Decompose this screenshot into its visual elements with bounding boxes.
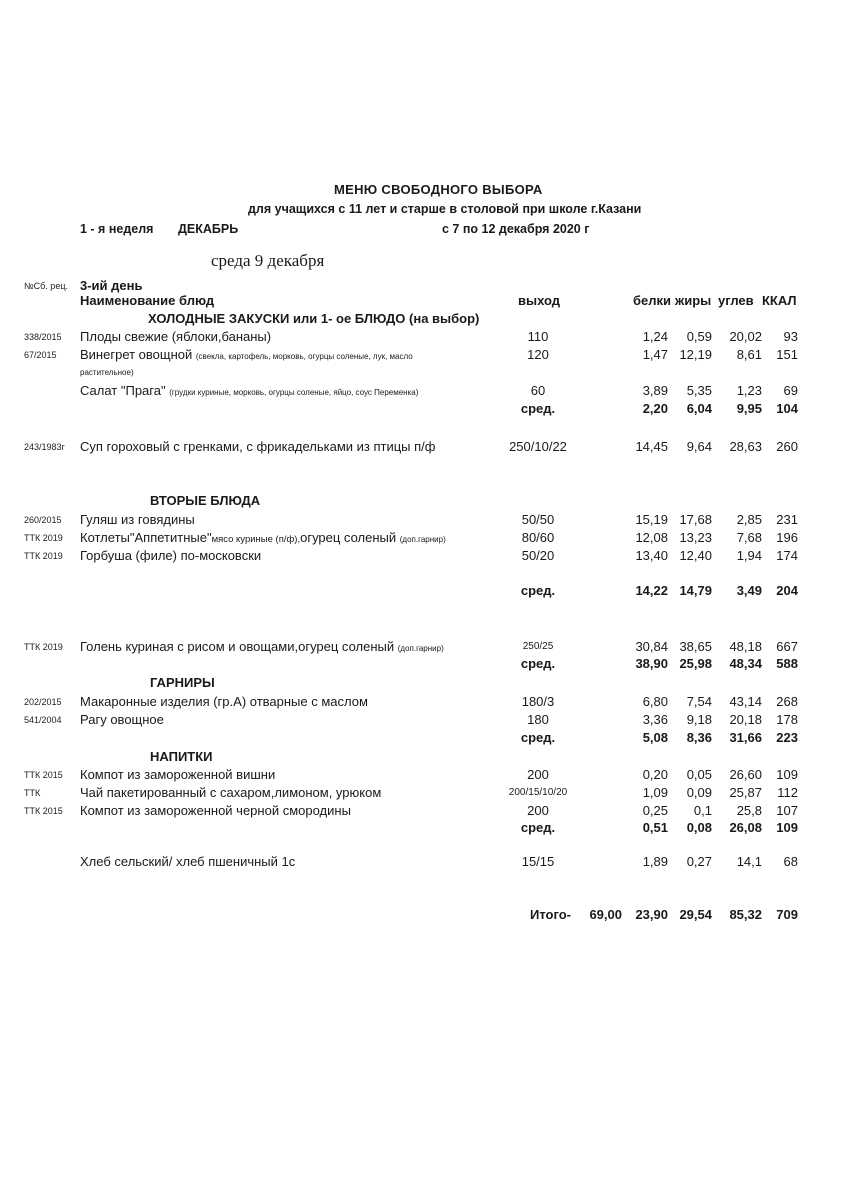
col-protein-header: белки bbox=[633, 293, 672, 308]
average-row bbox=[0, 820, 848, 838]
yield: 200 bbox=[527, 767, 549, 782]
dish-name: Макаронные изделия (гр.А) отварные с маслом bbox=[80, 694, 368, 709]
kcal: 112 bbox=[777, 785, 798, 800]
dish-note: (грудки куриные, морковь, огурцы соленые, яйцо, соус Переменка) bbox=[169, 388, 419, 397]
avg-label: сред. bbox=[520, 820, 556, 835]
carbs: 1,94 bbox=[736, 548, 762, 563]
protein: 30,84 bbox=[635, 639, 668, 654]
dish-name: Компот из замороженной вишни bbox=[80, 767, 276, 782]
fat: 17,68 bbox=[679, 512, 712, 527]
fat: 0,27 bbox=[686, 854, 712, 869]
yield: 15/15 bbox=[521, 854, 555, 869]
average-row bbox=[0, 730, 848, 748]
day-label: 3-ий день bbox=[80, 278, 143, 293]
kcal: 268 bbox=[776, 694, 798, 709]
kcal: 104 bbox=[776, 401, 798, 416]
protein: 2,20 bbox=[642, 401, 668, 416]
dish-note: мясо куриные (п/ф), bbox=[211, 534, 301, 545]
month-label: ДЕКАБРЬ bbox=[178, 222, 239, 236]
average-row bbox=[0, 401, 848, 419]
fat: 25,98 bbox=[679, 656, 712, 671]
fat: 7,54 bbox=[686, 694, 712, 709]
carbs: 8,61 bbox=[736, 347, 762, 362]
yield: 120 bbox=[527, 347, 549, 362]
carbs: 48,34 bbox=[729, 656, 762, 671]
yield: 80/60 bbox=[521, 530, 555, 545]
table-row bbox=[0, 383, 848, 401]
dish-name-part2: огурец соленый bbox=[300, 530, 397, 545]
col-kcal-header: ККАЛ bbox=[762, 293, 797, 308]
table-row bbox=[0, 530, 848, 548]
fat: 12,40 bbox=[679, 548, 712, 563]
protein: 12,08 bbox=[635, 530, 668, 545]
kcal: 204 bbox=[776, 583, 798, 598]
fat: 14,79 bbox=[679, 583, 712, 598]
yield: 250/25 bbox=[522, 641, 554, 652]
dish-name-wrap bbox=[80, 639, 444, 654]
yield: 180 bbox=[527, 712, 549, 727]
recipe-code: ТТК 2015 bbox=[24, 770, 63, 780]
yield: 200 bbox=[527, 803, 549, 818]
carbs: 20,18 bbox=[729, 712, 762, 727]
protein: 14,22 bbox=[635, 583, 668, 598]
kcal: 107 bbox=[776, 803, 798, 818]
recipe-code: 202/2015 bbox=[24, 697, 62, 707]
protein: 3,89 bbox=[642, 383, 668, 398]
dish-name-wrap bbox=[80, 530, 446, 545]
kcal: 109 bbox=[776, 820, 798, 835]
menu-title: МЕНЮ СВОБОДНОГО ВЫБОРА bbox=[334, 182, 543, 197]
recipe-code: ТТК 2019 bbox=[24, 642, 63, 652]
dish-name: Горбуша (филе) по-московски bbox=[80, 548, 262, 563]
dish-note: (свекла, картофель, морковь, огурцы соленые, лук, масло bbox=[195, 352, 413, 361]
kcal: 174 bbox=[776, 548, 798, 563]
total-price: 69,00 bbox=[589, 907, 622, 922]
table-row bbox=[0, 694, 848, 712]
fat: 0,05 bbox=[686, 767, 712, 782]
total-fat: 29,54 bbox=[679, 907, 712, 922]
section-side-dishes: ГАРНИРЫ bbox=[150, 675, 215, 690]
average-row bbox=[0, 583, 848, 601]
protein: 6,80 bbox=[642, 694, 668, 709]
carbs: 7,68 bbox=[736, 530, 762, 545]
dish-name-wrap bbox=[80, 383, 418, 398]
carbs: 31,66 bbox=[729, 730, 762, 745]
fat: 6,04 bbox=[686, 401, 712, 416]
fat: 13,23 bbox=[679, 530, 712, 545]
dish-name: Гуляш из говядины bbox=[80, 512, 195, 527]
avg-label: сред. bbox=[520, 401, 556, 416]
carbs: 26,08 bbox=[729, 820, 762, 835]
recipe-code: ТТК 2019 bbox=[24, 533, 63, 543]
recipe-code: 243/1983г bbox=[24, 442, 65, 452]
fat: 38,65 bbox=[679, 639, 712, 654]
dish-name: Винегрет овощной bbox=[80, 347, 193, 362]
dish-name: Чай пакетированный с сахаром,лимоном, урюком bbox=[80, 785, 382, 800]
protein: 15,19 bbox=[635, 512, 668, 527]
table-row bbox=[0, 854, 848, 872]
recipe-code: 260/2015 bbox=[24, 515, 62, 525]
section-drinks: НАПИТКИ bbox=[150, 749, 213, 764]
protein: 0,20 bbox=[642, 767, 668, 782]
protein: 1,09 bbox=[642, 785, 668, 800]
fat: 5,35 bbox=[686, 383, 712, 398]
protein: 0,25 bbox=[642, 803, 668, 818]
recipe-code: ТТК 2015 bbox=[24, 806, 63, 816]
dish-name: Голень куриная с рисом и овощами,огурец соленый bbox=[80, 639, 395, 654]
carbs: 14,1 bbox=[736, 854, 762, 869]
col-yield-header: выход bbox=[518, 293, 561, 308]
dish-name: Котлеты"Аппетитные" bbox=[80, 530, 212, 545]
fat: 0,59 bbox=[686, 329, 712, 344]
col-name-header: Наименование блюд bbox=[80, 293, 215, 308]
protein: 14,45 bbox=[635, 439, 668, 454]
carbs: 9,95 bbox=[736, 401, 762, 416]
fat: 9,64 bbox=[686, 439, 712, 454]
fat: 0,09 bbox=[686, 785, 712, 800]
total-row bbox=[0, 907, 848, 925]
protein: 1,47 bbox=[642, 347, 668, 362]
kcal: 109 bbox=[776, 767, 798, 782]
table-row bbox=[0, 785, 848, 803]
col-fat-header: жиры bbox=[675, 293, 712, 308]
protein: 0,51 bbox=[642, 820, 668, 835]
total-label: Итого- bbox=[530, 907, 571, 922]
col-carbs-header: углев bbox=[718, 293, 754, 308]
protein: 1,24 bbox=[642, 329, 668, 344]
dish-name-wrap bbox=[80, 347, 413, 362]
carbs: 25,8 bbox=[736, 803, 762, 818]
protein: 13,40 bbox=[635, 548, 668, 563]
kcal: 588 bbox=[776, 656, 798, 671]
table-row bbox=[0, 712, 848, 730]
total-carbs: 85,32 bbox=[729, 907, 762, 922]
section-second-dishes: ВТОРЫЕ БЛЮДА bbox=[150, 493, 261, 508]
dish-name: Компот из замороженной черной смородины bbox=[80, 803, 351, 818]
carbs: 48,18 bbox=[729, 639, 762, 654]
carbs: 28,63 bbox=[729, 439, 762, 454]
code-header: №Сб. рец. bbox=[24, 281, 68, 291]
kcal: 196 bbox=[776, 530, 798, 545]
dish-note-garnish: (доп.гарнир) bbox=[399, 535, 446, 544]
section-cold-dishes: ХОЛОДНЫЕ ЗАКУСКИ или 1- ое БЛЮДО (на выбор) bbox=[148, 311, 480, 326]
table-row bbox=[0, 329, 848, 347]
kcal: 178 bbox=[776, 712, 798, 727]
table-row bbox=[0, 548, 848, 566]
dish-name: Салат "Прага" bbox=[80, 383, 166, 398]
carbs: 1,23 bbox=[736, 383, 762, 398]
dish-name: Хлеб сельский/ хлеб пшеничный 1с bbox=[80, 854, 296, 869]
fat: 0,08 bbox=[686, 820, 712, 835]
period-label: с 7 по 12 декабря 2020 г bbox=[442, 222, 590, 236]
table-row bbox=[0, 512, 848, 530]
kcal: 68 bbox=[783, 854, 798, 869]
menu-subtitle: для учащихся с 11 лет и старше в столовой при школе г.Казани bbox=[248, 202, 642, 216]
carbs: 43,14 bbox=[729, 694, 762, 709]
avg-label: сред. bbox=[520, 656, 556, 671]
yield: 200/15/10/20 bbox=[508, 787, 568, 798]
protein: 5,08 bbox=[642, 730, 668, 745]
yield: 250/10/22 bbox=[509, 439, 567, 454]
yield: 180/3 bbox=[521, 694, 555, 709]
protein: 38,90 bbox=[635, 656, 668, 671]
week-label: 1 - я неделя bbox=[80, 222, 154, 236]
fat: 0,1 bbox=[693, 803, 712, 818]
avg-label: сред. bbox=[520, 583, 556, 598]
dish-name: Суп гороховый с гренками, с фрикадельками из птицы п/ф bbox=[80, 439, 436, 454]
carbs: 2,85 bbox=[736, 512, 762, 527]
kcal: 223 bbox=[776, 730, 798, 745]
total-protein: 23,90 bbox=[635, 907, 668, 922]
kcal: 667 bbox=[776, 639, 798, 654]
protein: 3,36 bbox=[642, 712, 668, 727]
kcal: 151 bbox=[776, 347, 798, 362]
carbs: 26,60 bbox=[729, 767, 762, 782]
kcal: 231 bbox=[776, 512, 798, 527]
table-row bbox=[0, 439, 848, 457]
recipe-code: ТТК 2019 bbox=[24, 551, 63, 561]
fat: 9,18 bbox=[686, 712, 712, 727]
kcal: 69 bbox=[783, 383, 798, 398]
day-handwritten: среда 9 декабря bbox=[211, 251, 325, 270]
table-row bbox=[0, 639, 848, 657]
yield: 50/20 bbox=[521, 548, 555, 563]
total-kcal: 709 bbox=[776, 907, 798, 922]
avg-label: сред. bbox=[520, 730, 556, 745]
recipe-code: 67/2015 bbox=[24, 350, 57, 360]
average-row bbox=[0, 656, 848, 674]
table-row bbox=[0, 767, 848, 785]
recipe-code: 541/2004 bbox=[24, 715, 62, 725]
yield: 110 bbox=[527, 329, 549, 344]
table-row bbox=[0, 803, 848, 821]
dish-name: Плоды свежие (яблоки,бананы) bbox=[80, 329, 272, 344]
yield: 50/50 bbox=[521, 512, 555, 527]
fat: 8,36 bbox=[686, 730, 712, 745]
fat: 12,19 bbox=[679, 347, 712, 362]
dish-name: Рагу овощное bbox=[80, 712, 164, 727]
kcal: 93 bbox=[783, 329, 798, 344]
carbs: 20,02 bbox=[729, 329, 762, 344]
protein: 1,89 bbox=[642, 854, 668, 869]
kcal: 260 bbox=[776, 439, 798, 454]
recipe-code: 338/2015 bbox=[24, 332, 62, 342]
carbs: 25,87 bbox=[729, 785, 762, 800]
dish-note-continued: растительное) bbox=[80, 368, 134, 377]
yield: 60 bbox=[530, 383, 546, 398]
recipe-code: ТТК bbox=[24, 788, 41, 798]
carbs: 3,49 bbox=[736, 583, 762, 598]
dish-note: (доп.гарнир) bbox=[397, 644, 444, 653]
table-row bbox=[0, 347, 848, 365]
